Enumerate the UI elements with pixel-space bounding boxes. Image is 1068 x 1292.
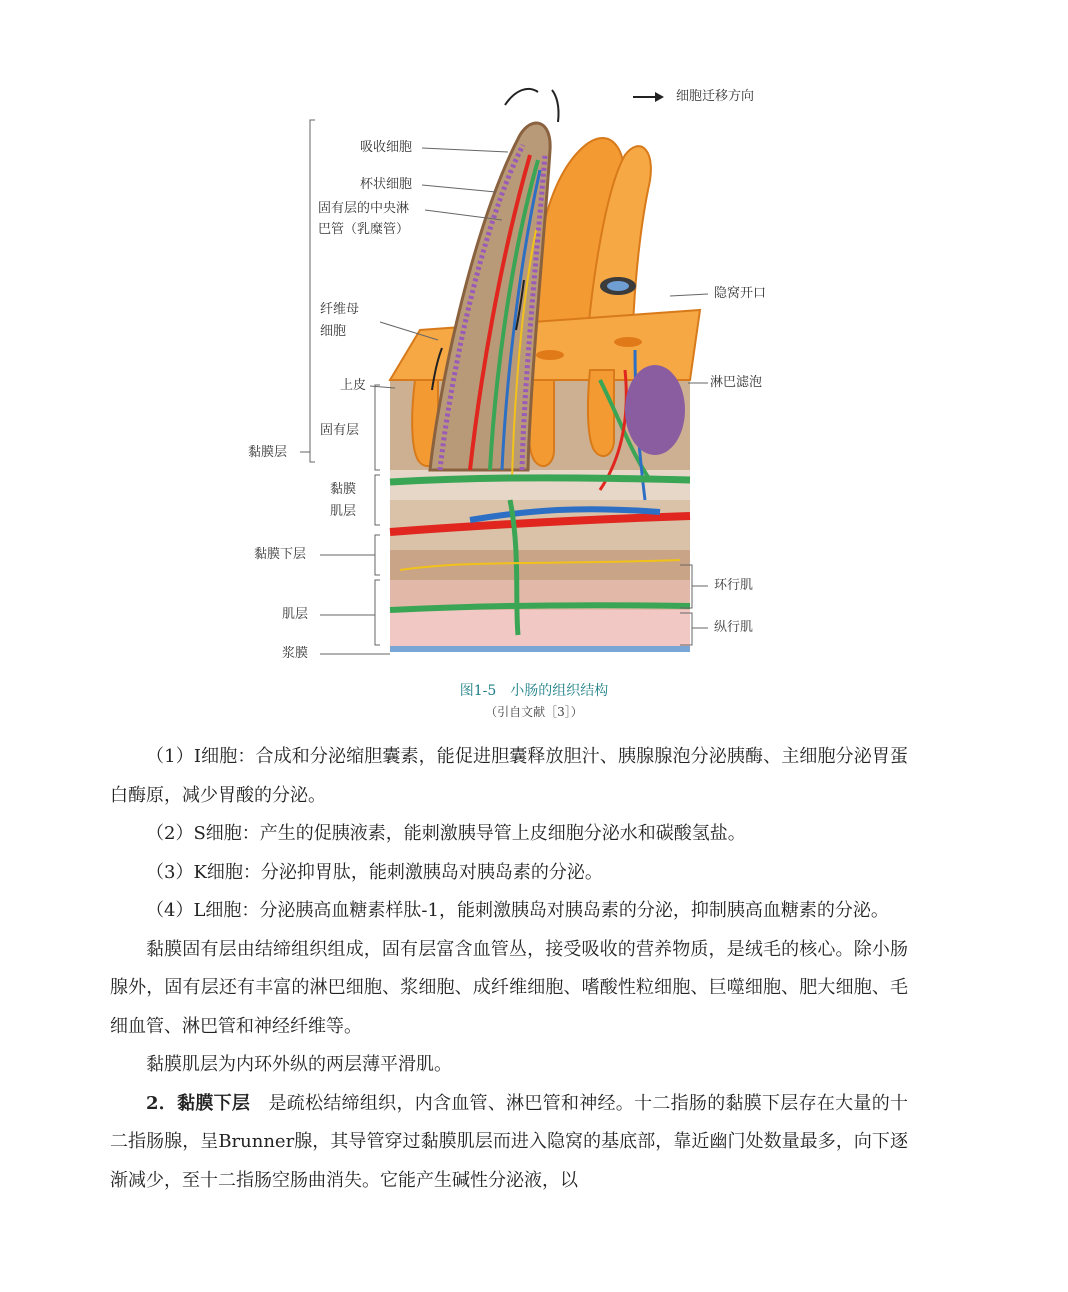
label-muscularis: 肌层 (282, 607, 309, 622)
figure-citation: （引自文献［3］） (485, 705, 583, 719)
paragraph: 黏膜肌层为内环外纵的两层薄平滑肌。 (146, 1054, 452, 1075)
label-muscularis-mucosae-2: 肌层 (330, 504, 357, 519)
paragraph: （1）I细胞：合成和分泌缩胆囊素，能促进胆囊释放胆汁、胰腺腺泡分泌胰酶、主细胞分泌胃蛋白酶原，减少胃酸的分泌。 (110, 746, 908, 806)
legend-text: 细胞迁移方向 (676, 89, 755, 104)
label-muscularis-mucosae-1: 黏膜 (330, 482, 357, 497)
label-mucosa: 黏膜层 (248, 445, 288, 460)
label-goblet-cell: 杯状细胞 (360, 177, 413, 192)
figure-title: 小肠的组织结构 (510, 683, 609, 699)
paragraph: 2．黏膜下层 是疏松结缔组织，内含血管、淋巴管和神经。十二指肠的黏膜下层存在大量的十二指肠腺，呈Brunner腺，其导管穿过黏膜肌层而进入隐窝的基底部，靠近幽门处数量最多，向下逐渐减少，至十二指肠空肠曲消失。它能产生碱性分泌液，以 (110, 1092, 908, 1191)
label-lamina-propria: 固有层 (320, 423, 360, 438)
label-longitudinal-muscle: 纵行肌 (714, 620, 754, 635)
label-crypt-opening: 隐窝开口 (714, 286, 767, 301)
figure-caption (0, 680, 1068, 700)
label-lacteal-1: 固有层的中央淋 (318, 201, 410, 216)
figure-number: 图1-5 (459, 683, 497, 699)
label-fibroblast-2: 细胞 (320, 324, 347, 339)
label-lacteal-2: 巴管（乳糜管） (318, 222, 410, 237)
paragraph: （4）L细胞：分泌胰高血糖素样肽-1，能刺激胰岛对胰岛素的分泌，抑制胰高血糖素的分泌。 (146, 900, 889, 921)
label-circular-muscle: 环行肌 (714, 578, 754, 593)
paragraph: （3）K细胞：分泌抑胃肽，能刺激胰岛对胰岛素的分泌。 (146, 861, 603, 883)
label-absorptive-cell: 吸收细胞 (360, 140, 413, 155)
label-serosa: 浆膜 (282, 646, 309, 661)
intestine-figure (240, 80, 800, 680)
label-submucosa: 黏膜下层 (254, 547, 307, 562)
paragraph: （2）S细胞：产生的促胰液素，能刺激胰导管上皮细胞分泌水和碳酸氢盐。 (146, 823, 746, 844)
body-text (110, 738, 908, 1200)
label-lymph-follicle: 淋巴滤泡 (710, 375, 763, 390)
label-fibroblast-1: 纤维母 (320, 302, 360, 317)
paragraph: 黏膜固有层由结缔组织组成，固有层富含血管丛，接受吸收的营养物质，是绒毛的核心。除小肠腺外，固有层还有丰富的淋巴细胞、浆细胞、成纤维细胞、嗜酸性粒细胞、巨噬细胞、肥大细胞、毛细血管、淋巴管和神经纤维等。 (110, 938, 908, 1037)
label-epithelium: 上皮 (340, 378, 367, 393)
